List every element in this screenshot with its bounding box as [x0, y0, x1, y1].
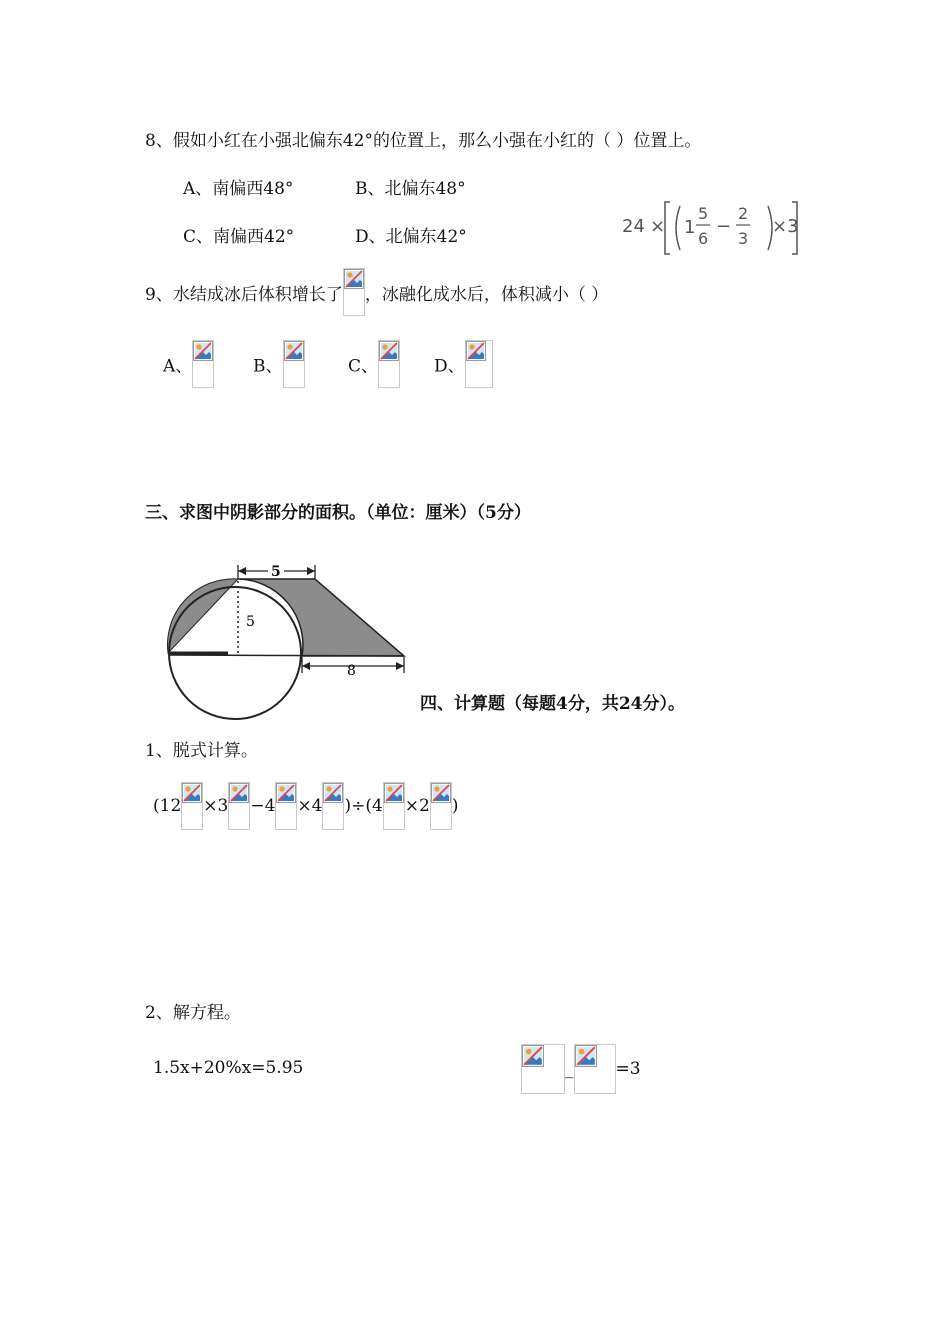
formula-tail: ×3 [772, 216, 799, 237]
q8-option-c: C、南偏西42° [183, 227, 295, 247]
q9-option-d-label: D、 [434, 356, 465, 377]
calc1-part-1: (12 [153, 796, 182, 816]
formula-frac2-num: 2 [738, 204, 749, 223]
calc1-label: 1、脱式计算。 [145, 741, 258, 761]
formula-whole: 1 [684, 217, 696, 238]
q9-option-a-label: A、 [163, 356, 193, 377]
calc1-part-5: )÷(4 [344, 796, 383, 816]
q9-option-c-label: C、 [348, 356, 379, 377]
calc1-expression [153, 782, 458, 830]
formula-frac1-den: 6 [698, 229, 709, 248]
broken-image-icon [193, 341, 213, 361]
q9-option-b-image [283, 340, 305, 388]
q9-option-c-image [378, 340, 400, 388]
q9-option-a-image [192, 340, 214, 388]
q9-stem-part-a: 9、水结成冰后体积增长了 [145, 284, 343, 305]
broken-image-icon [323, 783, 343, 803]
broken-image-icon [379, 341, 399, 361]
calc1-part-7: ) [451, 796, 459, 816]
broken-image-icon [575, 1045, 597, 1067]
broken-image-icon [284, 341, 304, 361]
q9-stem [145, 268, 608, 316]
q9-stem-part-b: ，冰融化成水后，体积减小（ ） [364, 284, 609, 305]
side-formula [620, 196, 820, 260]
q9-option-d-image [465, 340, 493, 388]
calc1-fraction-image-1 [181, 782, 203, 830]
q8-stem: 8、假如小红在小强北偏东42°的位置上，那么小强在小红的（ ）位置上。 [145, 131, 702, 151]
broken-image-icon [229, 783, 249, 803]
broken-image-icon [276, 783, 296, 803]
calc1-fraction-image-6 [430, 782, 452, 830]
broken-image-icon [431, 783, 451, 803]
shaded-trapezoid-region [238, 579, 404, 656]
q8-option-d: D、北偏东42° [355, 227, 467, 247]
calc1-fraction-image-5 [383, 782, 405, 830]
calc1-fraction-image-3 [275, 782, 297, 830]
formula-times: × [650, 216, 666, 237]
broken-image-icon [344, 269, 364, 289]
q9-option-d [434, 340, 493, 388]
top-length-label: 5 [271, 564, 281, 580]
calc1-part-6: ×2 [404, 796, 430, 816]
calc2-eq2-image-2 [574, 1044, 616, 1094]
calc2-label: 2、解方程。 [145, 1003, 241, 1023]
q9-option-a [163, 340, 214, 388]
q9-option-b [253, 340, 305, 388]
height-label: 5 [246, 614, 255, 630]
calc1-part-3: −4 [250, 796, 276, 816]
calc1-part-4: ×4 [297, 796, 323, 816]
q8-option-a: A、南偏西48° [183, 179, 294, 199]
calc2-eq2-tail: =3 [615, 1059, 641, 1079]
q9-option-c [348, 340, 400, 388]
bottom-length-label: 8 [347, 663, 356, 679]
formula-lead: 24 [622, 216, 645, 237]
broken-image-icon [182, 783, 202, 803]
q8-option-b: B、北偏东48° [355, 179, 466, 199]
broken-image-icon [384, 783, 404, 803]
calc1-fraction-image-2 [228, 782, 250, 830]
calc1-fraction-image-4 [322, 782, 344, 830]
calc1-part-2: ×3 [203, 796, 229, 816]
broken-image-icon [466, 341, 486, 361]
calc2-eq2-dash: _ [565, 1059, 574, 1079]
calc2-equation-2 [521, 1044, 641, 1094]
shaded-area-figure [160, 555, 420, 725]
q9-fraction-image [343, 268, 365, 316]
calc2-equation-1: 1.5x+20%x=5.95 [153, 1058, 304, 1078]
formula-minus: − [716, 216, 732, 237]
shaded-left-region [167, 579, 238, 653]
formula-frac2-den: 3 [738, 229, 749, 248]
formula-frac1-num: 5 [698, 204, 709, 223]
broken-image-icon [522, 1045, 544, 1067]
section4-title: 四、计算题（每题4分，共24分）。 [420, 694, 685, 714]
calc2-eq2-image-1 [521, 1044, 565, 1094]
section3-title: 三、求图中阴影部分的面积。（单位：厘米）（5分） [145, 503, 531, 523]
q9-option-b-label: B、 [253, 356, 283, 377]
